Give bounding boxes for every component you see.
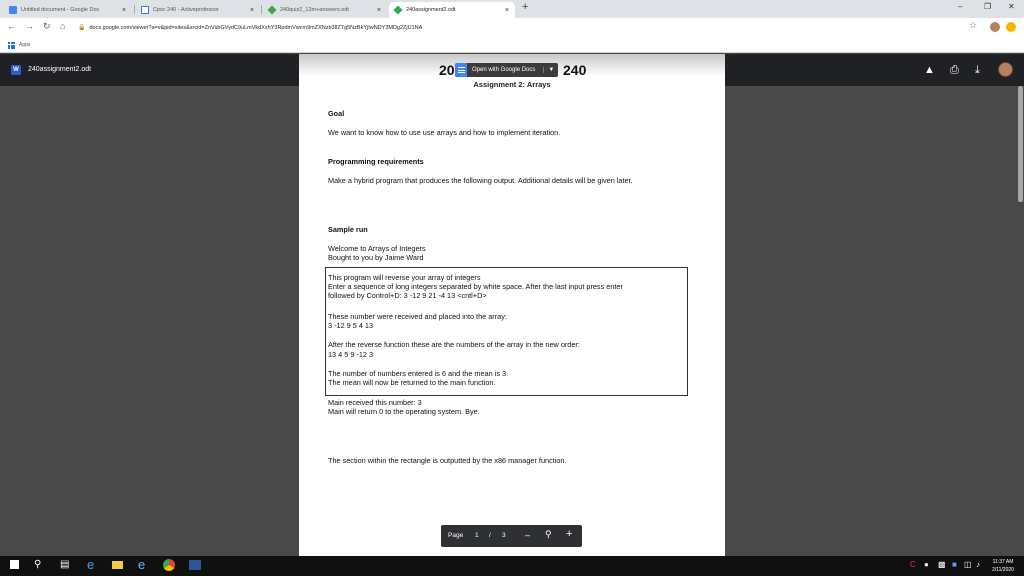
browser-tab-strip bbox=[0, 0, 1024, 18]
box-line: 3 -12 9 5 4 13 bbox=[328, 321, 374, 330]
file-name: 240assignment2.odt bbox=[28, 66, 92, 73]
file-explorer-icon[interactable] bbox=[112, 561, 123, 569]
reload-icon[interactable]: ↻ bbox=[43, 21, 51, 31]
zoom-out-icon[interactable]: – bbox=[525, 530, 531, 540]
tab-title: Cpsc 240 - Activeprofessor bbox=[153, 7, 219, 13]
doc-title-fragment: 240 bbox=[563, 62, 587, 78]
volume-icon[interactable]: ♪ bbox=[976, 560, 980, 569]
page-label: Page bbox=[448, 532, 464, 539]
lock-icon: 🔒 bbox=[78, 25, 86, 31]
back-arrow-icon[interactable]: ← bbox=[7, 21, 16, 31]
word-document-icon: W bbox=[11, 65, 21, 75]
main-return-line: Main will return 0 to the operating system. Bye. bbox=[328, 407, 480, 416]
box-line: The number of numbers entered is 6 and the mean is 3. bbox=[328, 369, 509, 378]
add-to-drive-icon[interactable]: ▲ bbox=[924, 64, 935, 76]
zoom-in-magnifier-icon[interactable]: ⚲ bbox=[545, 529, 552, 539]
tab-title: 240assignment2.odt bbox=[406, 7, 456, 13]
bookmarks-bar bbox=[0, 37, 1024, 53]
programming-text: Make a hybrid program that produces the following output. Additional details will be given later. bbox=[328, 176, 633, 185]
close-icon[interactable]: × bbox=[376, 6, 381, 14]
print-icon[interactable]: ⎙ bbox=[950, 64, 959, 76]
doc-title-fragment: 20 bbox=[439, 62, 455, 78]
home-icon[interactable]: ⌂ bbox=[60, 21, 66, 31]
user-avatar[interactable] bbox=[998, 62, 1013, 77]
close-window-button[interactable]: ✕ bbox=[1008, 2, 1015, 11]
apps-bookmark[interactable]: Apps bbox=[19, 42, 31, 48]
tab-title: Untitled document - Google Doc bbox=[21, 7, 100, 13]
new-tab-button[interactable]: + bbox=[522, 1, 529, 13]
page-separator: / bbox=[489, 532, 491, 539]
system-clock[interactable] bbox=[986, 558, 1020, 574]
main-received-line: Main received this number: 3 bbox=[328, 398, 422, 407]
page-icon bbox=[141, 6, 149, 14]
tab-title: 240quiz2_12m+answers.odt bbox=[280, 7, 349, 13]
box-line: The mean will now be returned to the main function. bbox=[328, 378, 496, 387]
browser-toolbar bbox=[0, 18, 1024, 37]
assignment-title: Assignment 2: Arrays bbox=[473, 80, 551, 89]
close-icon[interactable]: × bbox=[121, 6, 126, 14]
box-line: These number were received and placed into the array: bbox=[328, 312, 507, 321]
current-page[interactable]: 1 bbox=[475, 532, 479, 539]
google-drive-icon bbox=[393, 5, 402, 14]
bookmark-star-icon[interactable]: ☆ bbox=[969, 20, 978, 30]
box-line: 13 4 5 9 -12 3 bbox=[328, 350, 374, 359]
internet-explorer-icon[interactable]: e bbox=[138, 557, 146, 572]
box-line: This program will reverse your array of integers bbox=[328, 273, 481, 282]
windows-start-icon[interactable] bbox=[10, 560, 19, 569]
chevron-down-icon[interactable]: ▼ bbox=[543, 67, 554, 73]
chrome-icon[interactable] bbox=[163, 559, 175, 571]
people-icon[interactable]: ● bbox=[924, 560, 929, 569]
warning-icon[interactable] bbox=[1006, 22, 1016, 32]
close-icon[interactable]: × bbox=[249, 6, 254, 14]
google-drive-icon bbox=[267, 5, 276, 14]
forward-arrow-icon[interactable]: → bbox=[25, 21, 34, 31]
download-icon[interactable]: ⤓ bbox=[975, 64, 980, 76]
open-with-google-docs-button[interactable] bbox=[455, 63, 558, 77]
task-view-icon[interactable]: ▤ bbox=[60, 559, 70, 570]
windows-taskbar bbox=[0, 556, 1024, 576]
welcome-line: Bought to you by Jaime Ward bbox=[328, 253, 424, 262]
profile-avatar[interactable] bbox=[990, 22, 1000, 32]
tray-app-icon[interactable]: C bbox=[910, 560, 916, 569]
tab-240assignment2[interactable] bbox=[389, 2, 515, 18]
tab-untitled-document[interactable] bbox=[4, 2, 132, 18]
word-icon[interactable] bbox=[189, 560, 201, 570]
google-docs-icon bbox=[9, 6, 17, 14]
box-line: followed by Control+D: 3 -12 9 21 -4 13 <cntl+D> bbox=[328, 291, 487, 300]
close-icon[interactable]: × bbox=[504, 6, 509, 14]
clock-time: 11:37 AM bbox=[992, 559, 1014, 565]
edge-icon[interactable]: e bbox=[87, 557, 95, 572]
page-navigator bbox=[441, 525, 582, 547]
tab-separator bbox=[134, 5, 135, 14]
box-line: Enter a sequence of long integers separated by white space. After the last input press enter bbox=[328, 282, 623, 291]
sample-run-heading: Sample run bbox=[328, 225, 368, 234]
restore-button[interactable]: ❐ bbox=[984, 2, 992, 11]
tab-240quiz2[interactable] bbox=[263, 2, 387, 18]
network-icon[interactable]: ▩ bbox=[938, 560, 946, 569]
clock-date: 2/11/2020 bbox=[992, 567, 1014, 573]
address-bar[interactable] bbox=[78, 21, 983, 34]
programming-heading: Programming requirements bbox=[328, 157, 424, 166]
total-pages: 3 bbox=[502, 532, 506, 539]
goal-text: We want to know how to use use arrays and how to implement iteration. bbox=[328, 128, 561, 137]
search-icon[interactable]: ⚲ bbox=[34, 559, 42, 570]
monitor-icon[interactable]: ◫ bbox=[964, 560, 972, 569]
box-line: After the reverse function these are the numbers of the array in the new order: bbox=[328, 340, 580, 349]
apps-grid-icon[interactable] bbox=[8, 42, 15, 49]
tab-cpsc-240[interactable] bbox=[136, 2, 260, 18]
welcome-line: Welcome to Arrays of Integers bbox=[328, 244, 426, 253]
goal-heading: Goal bbox=[328, 109, 345, 118]
open-with-label: Open with Google Docs bbox=[472, 67, 536, 73]
url-text: docs.google.com/viewer?a=v&pid=sites&srcid=ZnVsbGVydC9uLmVkdXxhY3RpdmVwcm9mZXNzb3IlZTg5NzBkYjIwNDY3MDg2ZjU1NA bbox=[89, 24, 423, 31]
plus-icon[interactable]: + bbox=[566, 528, 573, 540]
minimize-button[interactable]: – bbox=[958, 2, 963, 11]
tray-icon[interactable]: ■ bbox=[952, 560, 957, 569]
document-page bbox=[299, 54, 725, 556]
scrollbar-thumb[interactable] bbox=[1018, 86, 1023, 202]
google-docs-icon bbox=[455, 63, 467, 77]
tab-separator bbox=[261, 5, 262, 14]
footer-note: The section within the rectangle is outputted by the x86 manager function. bbox=[328, 456, 567, 465]
